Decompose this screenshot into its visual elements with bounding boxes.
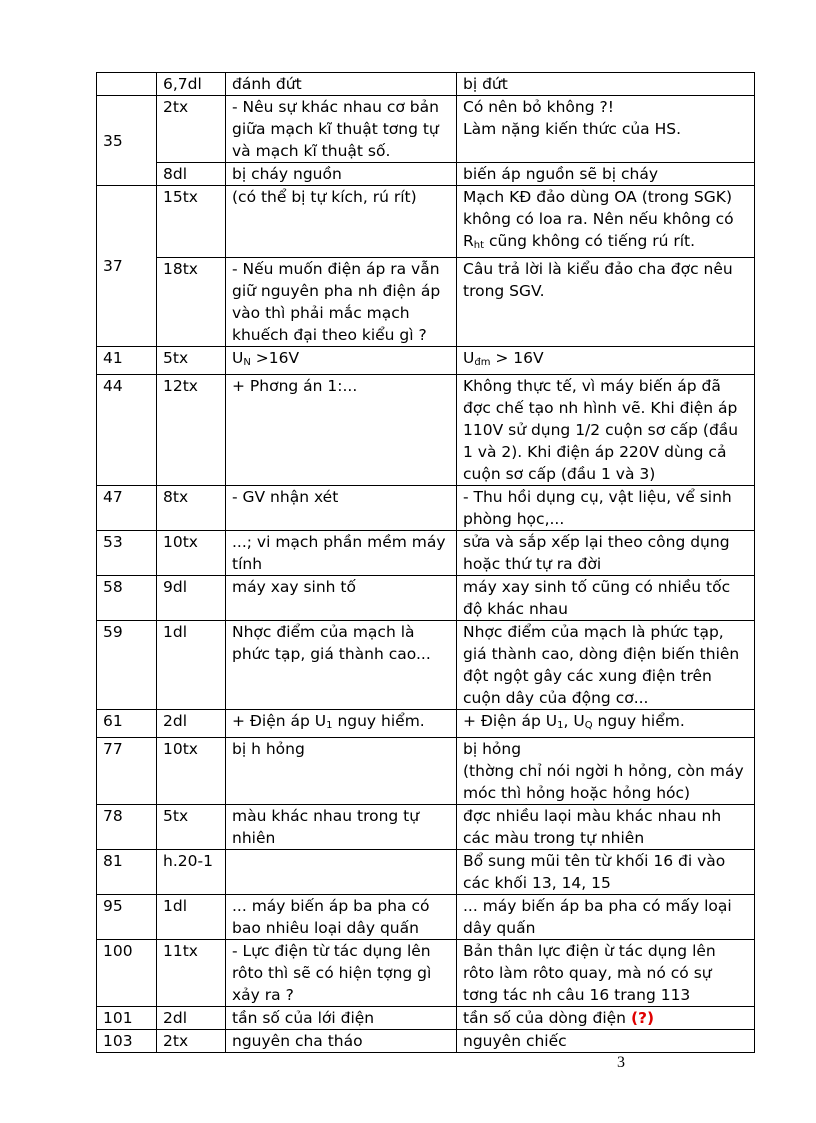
table-row <box>97 850 755 895</box>
line-cell: 9dl <box>157 576 226 621</box>
table-row <box>97 531 755 576</box>
page-cell: 78 <box>97 805 157 850</box>
wrong-cell: đánh đứt <box>226 73 457 96</box>
line-cell: 5tx <box>157 805 226 850</box>
table-row <box>97 186 755 258</box>
page-cell: 95 <box>97 895 157 940</box>
wrong-cell: tần số của lới điện <box>226 1007 457 1030</box>
page-cell: 58 <box>97 576 157 621</box>
question-mark-note: (?) <box>630 1009 655 1027</box>
page-cell: 101 <box>97 1007 157 1030</box>
line-cell: 11tx <box>157 940 226 1007</box>
correct-cell: biến áp nguồn sẽ bị cháy <box>457 163 755 186</box>
page-cell: 37 <box>97 186 157 347</box>
wrong-cell: Nhợc điểm của mạch là phức tạp, giá thành cao... <box>226 621 457 710</box>
correct-text: > 16V <box>490 349 544 367</box>
page-cell: 41 <box>97 347 157 375</box>
line-cell: 2tx <box>157 1030 226 1053</box>
correct-cell: Bổ sung mũi tên từ khối 16 đi vào các khối 13, 14, 15 <box>457 850 755 895</box>
correct-cell: bị hỏng (thờng chỉ nói ngời h hỏng, còn máy móc thì hỏng hoặc hỏng hóc) <box>457 738 755 805</box>
subscript: đm <box>474 357 491 368</box>
table-row <box>97 96 755 163</box>
correct-cell: sửa và sắp xếp lại theo công dụng hoặc thứ tự ra đời <box>457 531 755 576</box>
correct-cell <box>457 710 755 738</box>
correct-text: Mạch KĐ đảo dùng OA (trong SGK) không có loa ra. Nên nếu không có R <box>463 188 734 250</box>
wrong-cell: - GV nhận xét <box>226 486 457 531</box>
page-cell: 100 <box>97 940 157 1007</box>
table-row <box>97 163 755 186</box>
correct-cell <box>457 347 755 375</box>
page-cell: 35 <box>97 96 157 186</box>
page-number: 3 <box>617 1054 625 1071</box>
wrong-text: >16V <box>250 349 300 367</box>
line-cell: 18tx <box>157 258 226 347</box>
page-cell: 59 <box>97 621 157 710</box>
correct-cell: nguyên chiếc <box>457 1030 755 1053</box>
line-cell: 10tx <box>157 738 226 805</box>
page-cell: 44 <box>97 375 157 486</box>
correct-cell: Có nên bỏ không ?! Làm nặng kiến thức của HS. <box>457 96 755 163</box>
line-cell: 1dl <box>157 621 226 710</box>
wrong-cell <box>226 347 457 375</box>
wrong-cell <box>226 710 457 738</box>
subscript: N <box>243 357 251 368</box>
wrong-text: nguy hiểm. <box>332 712 425 730</box>
correct-cell: Nhợc điểm của mạch là phức tạp, giá thành cao, dòng điện biến thiên đột ngột gây các xung điện trên cuộn dây của động cơ... <box>457 621 755 710</box>
table-row <box>97 621 755 710</box>
line-cell: 8tx <box>157 486 226 531</box>
table-row <box>97 738 755 805</box>
wrong-text: + Điện áp U <box>232 712 327 730</box>
table-row <box>97 258 755 347</box>
correct-cell <box>457 1007 755 1030</box>
wrong-cell: + Phơng án 1:... <box>226 375 457 486</box>
table-row <box>97 576 755 621</box>
correct-cell: đợc nhiều laọi màu khác nhau nh các màu trong tự nhiên <box>457 805 755 850</box>
page-cell <box>97 73 157 96</box>
wrong-cell: - Nêu sự khác nhau cơ bản giữa mạch kĩ thuật tơng tự và mạch kĩ thuật số. <box>226 96 457 163</box>
wrong-cell: - Lực điện từ tác dụng lên rôto thì sẽ có hiện tợng gì xảy ra ? <box>226 940 457 1007</box>
line-cell: h.20-1 <box>157 850 226 895</box>
wrong-cell: (có thể bị tự kích, rú rít) <box>226 186 457 258</box>
correct-cell <box>457 186 755 258</box>
table-row <box>97 73 755 96</box>
page-cell: 53 <box>97 531 157 576</box>
table-row <box>97 710 755 738</box>
table-row <box>97 486 755 531</box>
page-cell: 103 <box>97 1030 157 1053</box>
correct-text: + Điện áp U <box>463 712 558 730</box>
table-row <box>97 805 755 850</box>
page-cell: 77 <box>97 738 157 805</box>
subscript: Q <box>584 720 593 731</box>
wrong-cell <box>226 850 457 895</box>
wrong-cell: máy xay sinh tố <box>226 576 457 621</box>
wrong-cell: nguyên cha tháo <box>226 1030 457 1053</box>
table-row <box>97 940 755 1007</box>
line-cell: 10tx <box>157 531 226 576</box>
table-row <box>97 1007 755 1030</box>
page-cell: 61 <box>97 710 157 738</box>
table-row <box>97 375 755 486</box>
line-cell: 12tx <box>157 375 226 486</box>
subscript: 1 <box>326 720 333 731</box>
correct-cell: Câu trả lời là kiểu đảo cha đợc nêu trong SGV. <box>457 258 755 347</box>
line-cell: 6,7dl <box>157 73 226 96</box>
page-cell: 47 <box>97 486 157 531</box>
table-row <box>97 347 755 375</box>
wrong-cell: bị cháy nguồn <box>226 163 457 186</box>
errata-table <box>96 72 755 1053</box>
line-cell: 15tx <box>157 186 226 258</box>
wrong-cell: - Nếu muốn điện áp ra vẫn giữ nguyên pha nh điện áp vào thì phải mắc mạch khuếch đại theo kiểu gì ? <box>226 258 457 347</box>
page-cell: 81 <box>97 850 157 895</box>
line-cell: 5tx <box>157 347 226 375</box>
line-cell: 1dl <box>157 895 226 940</box>
correct-text: cũng không có tiếng rú rít. <box>484 232 696 250</box>
line-cell: 2dl <box>157 1007 226 1030</box>
correct-text: nguy hiểm. <box>592 712 685 730</box>
correct-cell: máy xay sinh tố cũng có nhiều tốc độ khác nhau <box>457 576 755 621</box>
wrong-cell: màu khác nhau trong tự nhiên <box>226 805 457 850</box>
subscript: ht <box>473 240 485 251</box>
correct-text: tần số của dòng điện <box>463 1009 631 1027</box>
correct-cell: Bản thân lực điện ừ tác dụng lên rôto làm rôto quay, mà nó có sự tơng tác nh câu 16 trang 113 <box>457 940 755 1007</box>
subscript: 1 <box>557 720 564 731</box>
line-cell: 2tx <box>157 96 226 163</box>
line-cell: 8dl <box>157 163 226 186</box>
correct-text: , U <box>563 712 585 730</box>
wrong-cell: ...; vi mạch phần mềm máy tính <box>226 531 457 576</box>
wrong-cell: ... máy biến áp ba pha có bao nhiêu loại dây quấn <box>226 895 457 940</box>
correct-text: U <box>463 349 475 367</box>
correct-cell: - Thu hồi dụng cụ, vật liệu, vể sinh phòng học,... <box>457 486 755 531</box>
wrong-cell: bị h hỏng <box>226 738 457 805</box>
line-cell: 2dl <box>157 710 226 738</box>
correct-cell: ... máy biến áp ba pha có mấy loại dây quấn <box>457 895 755 940</box>
correct-cell: bị đứt <box>457 73 755 96</box>
correct-cell: Không thực tế, vì máy biến áp đã đợc chế tạo nh hình vẽ. Khi điện áp 110V sử dụng 1/2 cuộn sơ cấp (đầu 1 và 2). Khi điện áp 220V dùng cả cuộn sơ cấp (đầu 1 và 3) <box>457 375 755 486</box>
table-row <box>97 895 755 940</box>
table-row <box>97 1030 755 1053</box>
wrong-text: U <box>232 349 244 367</box>
